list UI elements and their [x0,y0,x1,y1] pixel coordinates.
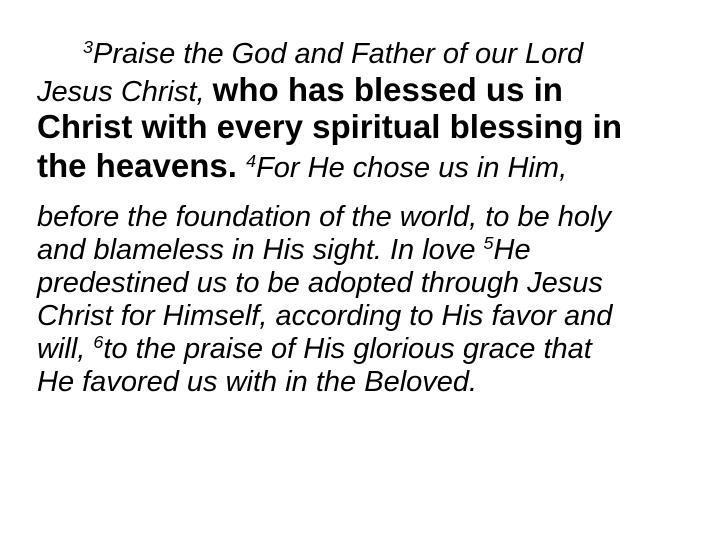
verse-number-3: 3 [83,37,93,58]
verse-4-text-a: For He chose us in Him, [256,152,568,184]
verse-number-4: 4 [246,151,257,172]
verse-3-text-c: who has blessed us in [212,71,563,108]
passage-line-10: He favored us with in the Beloved. [37,366,478,398]
verse-4-text-b: and blameless in His sight. In love [37,234,484,266]
verse-number-5: 5 [483,233,494,254]
verse-3-text-a: Praise the God and Father of our Lord [93,38,584,70]
passage-line-7: predestined us to be adopted through Jesus [37,267,603,299]
passage-line-3: Christ with every spiritual blessing in [37,108,622,145]
scripture-passage [37,36,687,399]
verse-number-6: 6 [93,332,104,353]
passage-line-8: Christ for Himself, according to His favor and [37,300,613,332]
passage-line-9 [37,333,687,366]
passage-line-5: before the foundation of the world, to be holy [37,201,611,233]
verse-5-text-a: He [493,234,531,266]
passage-line-2 [37,72,687,108]
passage-line-6 [37,234,687,267]
passage-line-1 [37,36,687,72]
passage-line-4 [37,146,687,193]
verse-3-text-b: Jesus Christ, [37,76,213,108]
verse-5-text-b: will, [37,333,94,365]
verse-6-text-a: to the praise of His glorious grace that [103,333,592,365]
verse-3-text-d: the heavens. [37,147,247,184]
passage-body [37,201,687,399]
